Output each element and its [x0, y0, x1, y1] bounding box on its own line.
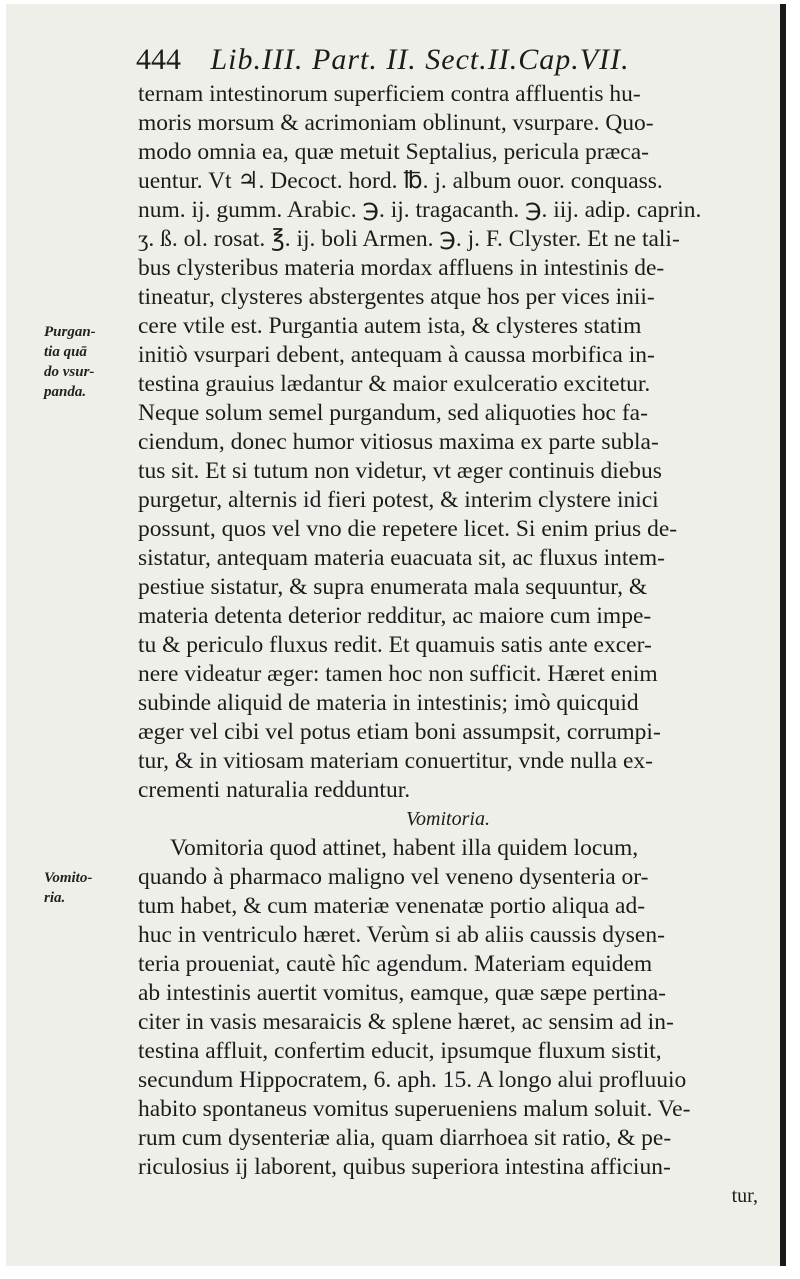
margin-note-purgantia — [44, 322, 96, 402]
text-line: tur, & in vitiosam materiam conuertitur, vnde nulla ex- — [138, 748, 653, 774]
text-line: citer in vasis mesaraicis & splene hæret, ac sensim ad in- — [138, 1009, 674, 1035]
text-line: ciendum, donec humor vitiosus maxima ex parte subla- — [138, 429, 659, 455]
text-line: nere videatur æger: tamen hoc non sufficit. Hæret enim — [138, 661, 658, 687]
margin-note-line: do vsur- — [44, 364, 95, 380]
margin-note-line: Purgan- — [44, 324, 96, 340]
text-line: purgetur, alternis id fieri potest, & interim clystere inici — [138, 487, 659, 513]
text-line: sistatur, antequam materia euacuata sit, ac fluxus intem- — [138, 545, 665, 571]
section-heading: Vomitoria. — [406, 808, 490, 830]
text-line: ab intestinis auertit vomitus, eamque, quæ sæpe pertina- — [138, 980, 666, 1006]
text-line: riculosius ij laborent, quibus superiora intestina afficiun- — [138, 1154, 671, 1180]
text-line: uentur. Vt ♃. Decoct. hord. ℔. j. album ouor. conquass. — [138, 168, 663, 194]
text-line: huc in ventriculo hæret. Verùm si ab aliis caussis dysen- — [138, 922, 665, 948]
page-number: 444 — [136, 43, 181, 76]
text-line: quando à pharmaco maligno vel veneno dysenteria or- — [138, 864, 649, 890]
margin-note-line: ria. — [44, 890, 66, 906]
text-line: secundum Hippocratem, 6. aph. 15. A longo alui profluuio — [138, 1067, 687, 1093]
text-line: pestiue sistatur, & supra enumerata mala sequuntur, & — [138, 574, 648, 600]
book-page — [6, 4, 786, 1266]
text-line: moris morsum & acrimoniam oblinunt, vsurpare. Quo- — [138, 110, 654, 136]
text-line: habito spontaneus vomitus superueniens malum soluit. Ve- — [138, 1096, 691, 1122]
text-line: tu & periculo fluxus redit. Et quamuis satis ante excer- — [138, 632, 652, 658]
text-line: Vomitoria quod attinet, habent illa quidem locum, — [170, 835, 639, 861]
text-line: tus sit. Et si tutum non videtur, vt æger continuis diebus — [138, 458, 662, 484]
body-text — [138, 80, 758, 1211]
text-line: rum cum dysenteriæ alia, quam diarrhoea sit ratio, & pe- — [138, 1125, 672, 1151]
text-line: crementi naturalia redduntur. — [138, 777, 411, 803]
text-line: cere vtile est. Purgantia autem ista, & clysteres statim — [138, 313, 642, 339]
catchword: tur, — [731, 1185, 758, 1207]
text-line: num. ij. gumm. Arabic. ℈. ij. tragacanth. ℈. iij. adip. caprin. — [138, 197, 702, 223]
text-line: initiò vsurpari debent, antequam à caussa morbifica in- — [138, 342, 655, 368]
margin-note-line: panda. — [44, 384, 87, 400]
margin-note-line: Vomito- — [44, 870, 93, 886]
text-line: subinde aliquid de materia in intestinis; imò quicquid — [138, 690, 639, 716]
text-line: testina grauius lædantur & maior exulceratio excitetur. — [138, 371, 651, 397]
margin-note-line: tia quā — [44, 344, 87, 360]
text-line: tineatur, clysteres abstergentes atque hos per vices inii- — [138, 284, 655, 310]
text-line: ʒ. ß. ol. rosat. ℥. ij. boli Armen. ℈. j. F. Clyster. Et ne tali- — [138, 226, 680, 252]
text-line: possunt, quos vel vno die repetere licet. Si enim prius de- — [138, 516, 678, 542]
text-line: bus clysteribus materia mordax affluens in intestinis de- — [138, 255, 665, 281]
text-line: teria proueniat, cautè hîc agendum. Materiam equidem — [138, 951, 653, 977]
text-line: materia detenta deterior redditur, ac maiore cum impe- — [138, 603, 652, 629]
text-line: modo omnia ea, quæ metuit Septalius, pericula præca- — [138, 139, 649, 165]
page-header — [136, 44, 630, 76]
text-line: Neque solum semel purgandum, sed aliquoties hoc fa- — [138, 400, 648, 426]
text-line: ternam intestinorum superficiem contra affluentis hu- — [138, 81, 641, 107]
margin-note-vomitoria — [44, 868, 92, 908]
text-line: æger vel cibi vel potus etiam boni assumpsit, corrumpi- — [138, 719, 661, 745]
running-title: Lib.III. Part. II. Sect.II.Cap.VII. — [210, 43, 630, 76]
text-line: tum habet, & cum materiæ venenatæ portio aliqua ad- — [138, 893, 646, 919]
text-line: testina affluit, confertim educit, ipsumque fluxum sistit, — [138, 1038, 662, 1064]
